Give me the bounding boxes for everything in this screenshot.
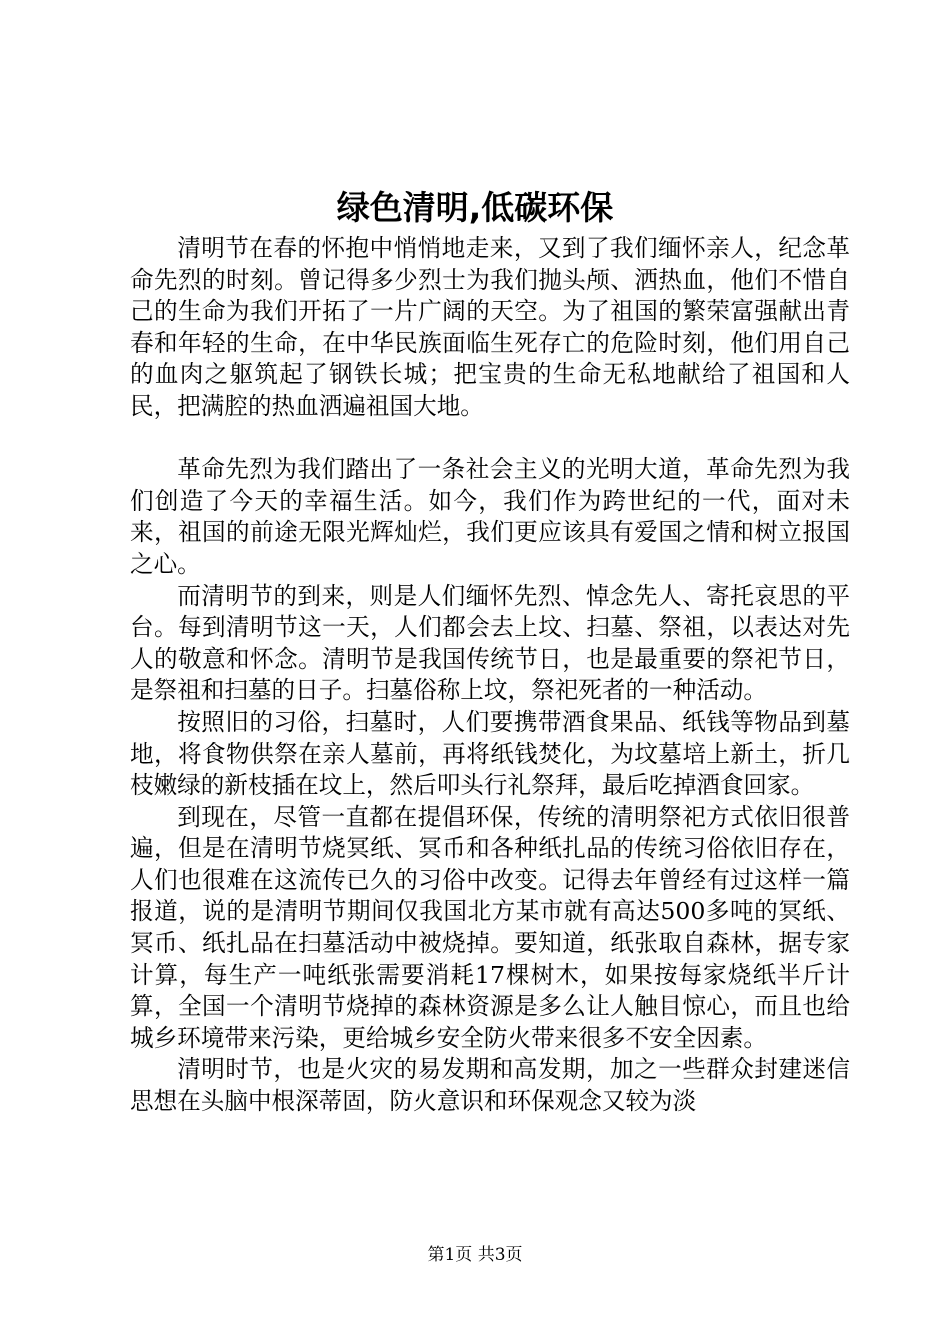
document-body xyxy=(130,233,850,1118)
paragraph-1: 清明节在春的怀抱中悄悄地走来，又到了我们缅怀亲人，纪念革命先烈的时刻。曾记得多少烈士为我们抛头颅、洒热血，他们不惜自己的生命为我们开拓了一片广阔的天空。为了祖国的繁荣富强献出青春和年轻的生命，在中华民族面临生死存亡的危险时刻，他们用自己的血肉之躯筑起了钢铁长城；把宝贵的生命无私地献给了祖国和人民，把满腔的热血洒遍祖国大地。 xyxy=(130,234,850,420)
paragraph-5: 到现在，尽管一直都在提倡环保，传统的清明祭祀方式依旧很普遍，但是在清明节烧冥纸、冥币和各种纸扎品的传统习俗依旧存在，人们也很难在这流传已久的习俗中改变。记得去年曾经有过这样一篇报道，说的是清明节期间仅我国北方某市就有高达500多吨的冥纸、冥币、纸扎品在扫墓活动中被烧掉。要知道，纸张取自森林，据专家计算，每生产一吨纸张需要消耗17棵树木，如果按每家烧纸半斤计算，全国一个清明节烧掉的森林资源是多么让人触目惊心，而且也给城乡环境带来污染，更给城乡安全防火带来很多不安全因素。 xyxy=(130,802,850,1052)
paragraph-2: 革命先烈为我们踏出了一条社会主义的光明大道，革命先烈为我们创造了今天的幸福生活。如今，我们作为跨世纪的一代，面对未来，祖国的前途无限光辉灿烂，我们更应该具有爱国之情和树立报国之心。 xyxy=(130,455,850,578)
paragraph-6: 清明时节，也是火灾的易发期和高发期，加之一些群众封建迷信思想在头脑中根深蒂固，防火意识和环保观念又较为淡 xyxy=(130,1055,850,1116)
paragraph-3: 而清明节的到来，则是人们缅怀先烈、悼念先人、寄托哀思的平台。每到清明节这一天，人们都会去上坟、扫墓、祭祖，以表达对先人的敬意和怀念。清明节是我国传统节日，也是最重要的祭祀节日，是祭祖和扫墓的日子。扫墓俗称上坟，祭祀死者的一种活动。 xyxy=(130,581,850,705)
paragraph-4: 按照旧的习俗，扫墓时，人们要携带酒食果品、纸钱等物品到墓地，将食物供祭在亲人墓前，再将纸钱焚化，为坟墓培上新土，折几枝嫩绿的新枝插在坟上，然后叩头行礼祭拜，最后吃掉酒食回家。 xyxy=(130,707,850,800)
page-number-footer: 第1页 共3页 xyxy=(427,1245,523,1265)
document-title: 绿色清明,低碳环保 xyxy=(336,188,614,227)
